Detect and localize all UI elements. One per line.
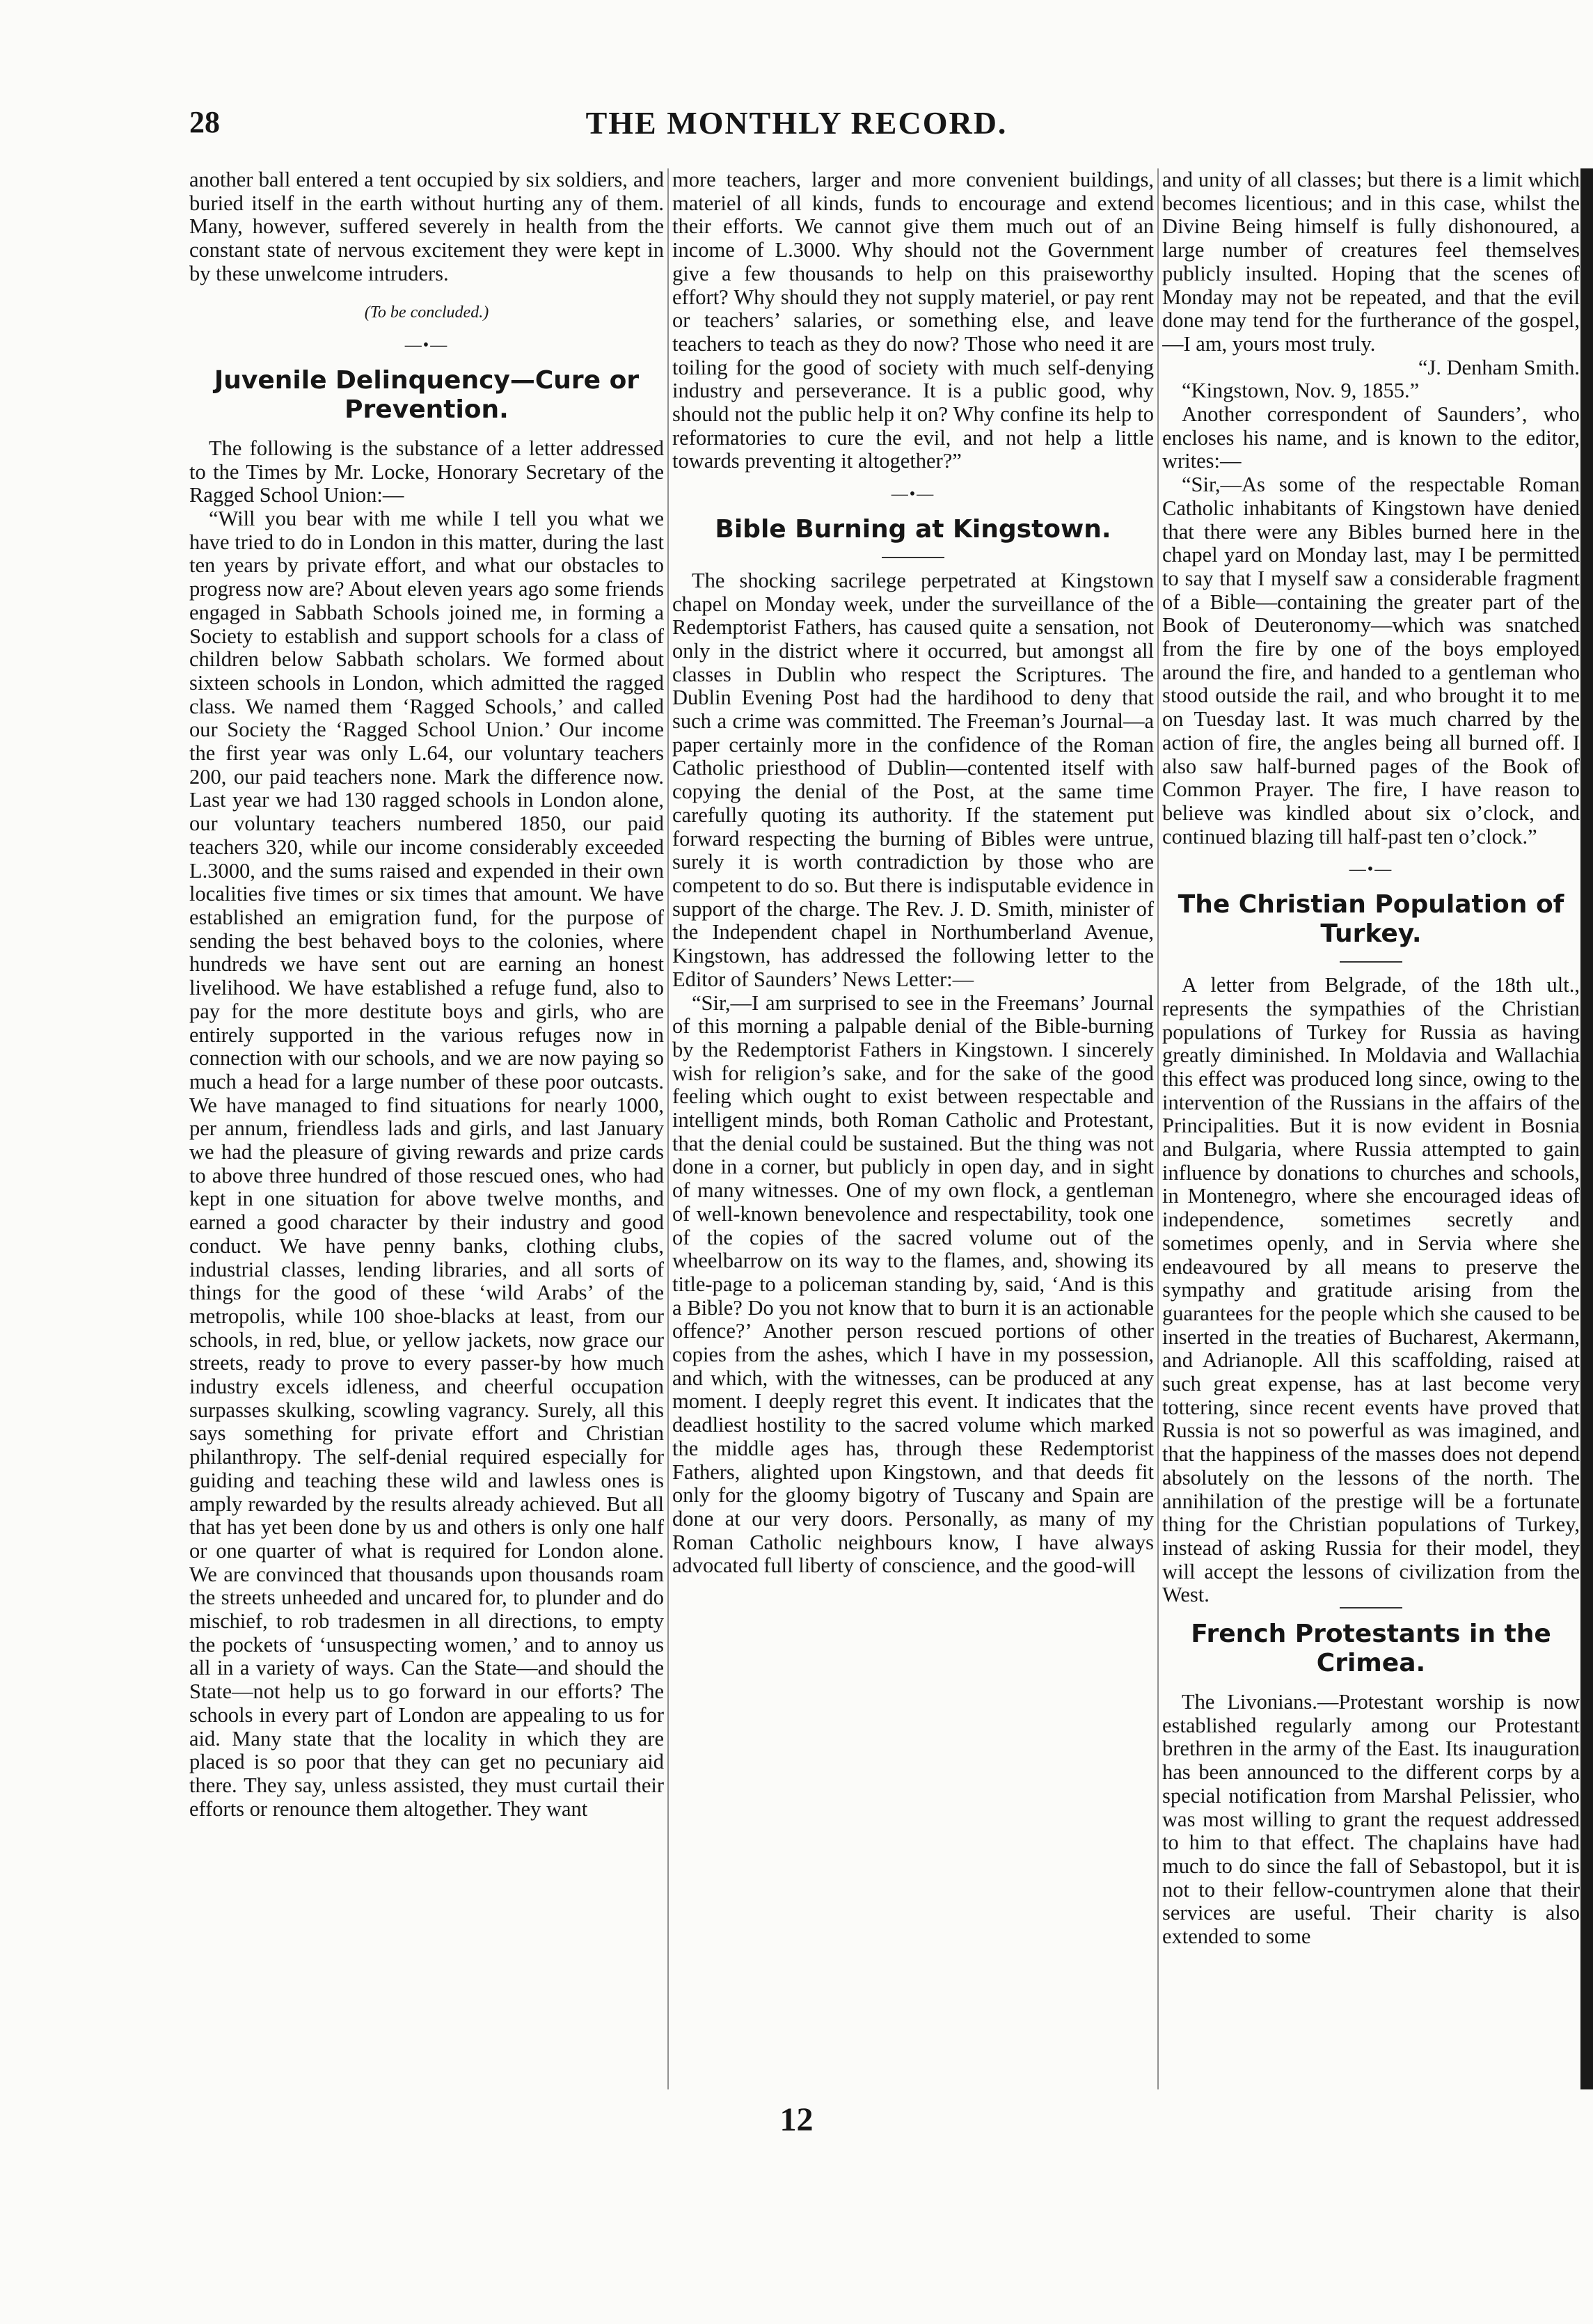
article-paragraph: “Sir,—As some of the respectable Roman Catholic inhabitants of Kingstown have denied that there were any Bibles burned here in the chapel yard on Monday last, may I be permitted to say that I myself saw a considerable fragment of a Bible—containing the greater part of the Book of Deuteronomy—which was snatched from the fire by one of the boys employed around the fire, and handed to a gentleman who stood outside the rail, and who brought it to me on Tuesday last. It was much charred by the action of fire, the angles being all burned off. I also saw half-burned pages of the Book of Common Prayer. The fire, I have reason to believe was kindled about six o’clock, and continued blazing till half-past ten o’clock.” [1162, 473, 1580, 848]
section-separator: —•— [891, 485, 935, 504]
section-separator: —•— [404, 336, 449, 355]
heading-underline [882, 557, 944, 558]
article-heading-bible-burning: Bible Burning at Kingstown. [715, 514, 1111, 544]
signature-name: “J. Denham Smith. [1418, 355, 1580, 379]
article-paragraph: The following is the substance of a letter addressed to the Times by Mr. Locke, Honorary Secretary of the Ragged School Union:— [189, 436, 664, 507]
article-paragraph: Another correspondent of Saunders’, who encloses his name, and is known to the editor, writes:— [1162, 402, 1580, 473]
section-rule [1340, 1607, 1402, 1608]
article-paragraph: The Livonians.—Protestant worship is now established regularly among our Protestant brethren in the army of the East. Its inauguration has been announced to the different corps by a special notification from Marshal Pelissier, who was most willing to grant the request addressed to him to that effect. The chaplains have had much to do since the fall of Sebastopol, but it is not to their fellow-countrymen alone that their services are useful. Their charity is also extended to some [1162, 1690, 1580, 1949]
journal-title: THE MONTHLY RECORD. [585, 105, 1008, 141]
running-head [0, 104, 1593, 160]
article-paragraph: “Will you bear with me while I tell you what we have tried to do in London in this matter, during the last ten years by private effort, and what our obstacles to progress now are? About eleven years ago some friends engaged in Sabbath Schools joined me, in forming a Society to establish and support schools for a class of children below Sabbath scholars. We formed about sixteen schools in London, which admitted the ragged class. We named them ‘Ragged Schools,’ and called our Society the ‘Ragged School Union.’ Our income the first year was only L.64, our voluntary teachers 200, our paid teachers none. Mark the difference now. Last year we had 130 ragged schools in London alone, our voluntary teachers numbered 1850, our paid teachers 320, while our income considerably exceeded L.3000, and the sums raised and expended in their own localities five times or six times that amount. We have established an emigration fund, for the purpose of sending the best behaved boys to the colonies, where hundreds we have sent out are earning an honest livelihood. We have established a refuge fund, also to pay for the more destitute boys and girls, who are entirely supported in the various refuges now in connection with our schools, and we are now paying so much a head for a large number of these poor outcasts. We have managed to find situations for nearly 1000, per annum, friendless lads and girls, and last January we had the pleasure of giving rewards and prize cards to above three hundred of those rescued ones, who had kept in one situation for above twelve months, and earned a good character by their industry and good conduct. We have penny banks, clothing clubs, industrial classes, lending libraries, and all sorts of things for the good of these ‘wild Arabs’ of the metropolis, while 100 shoe-blacks at least, from our schools, in red, blue, or yellow jackets, now grace our streets, ready to prove to every passer-by how much industry excels idleness, and cheerful occupation surpasses skulking, scowling vagrancy. Surely, all this says something for private effort and Christian philanthropy. The self-denial required especially for guiding and teaching these wild and lawless ones is amply rewarded by the results already achieved. But all that has yet been done by us and others is only one half or one quarter of what is required for London alone. We are convinced that thousands upon thousands roam the streets unheeded and uncared for, to plunder and do mischief, to rob tradesmen in all directions, to empty the pockets of ‘unsuspecting women,’ and to annoy us all in a variety of ways. Can the State—and should the State—not help us to go forward in our efforts? The schools in every part of London are appealing to us for aid. Many state that the locality in which they are placed is so poor that they can get no pecuniary aid there. They say, unless assisted, they must curtail their efforts or renounce them altogether. They want [189, 507, 664, 1821]
article-heading-juvenile-delinquency: Juvenile Delinquency—Cure or Prevention. [214, 365, 640, 424]
column-1 [189, 168, 664, 2089]
article-continuation-text: another ball entered a tent occupied by six soldiers, and buried itself in the earth without hurting any of them. Many, however, suffered severely in health from the constant state of nervous excitement they were kept in by these unwelcome intruders. [189, 168, 664, 285]
folio-number: 12 [779, 2101, 814, 2138]
article-paragraph: The shocking sacrilege perpetrated at Kingstown chapel on Monday week, under the surveillance of the Redemptorist Fathers, has caused quite a sensation, not only in the district where it occurred, but amongst all classes in Dublin who respect the Scriptures. The Dublin Evening Post had the hardihood to deny that such a crime was committed. The Freeman’s Journal—a paper certainly more in the confidence of the Roman Catholic priesthood of Dublin—contented itself with copying the denial of the Post, at the same time carefully quoting its authority. If the statement put forward respecting the burning of Bibles were untrue, surely it is worth contradiction by those who are competent to do so. But there is indisputable evidence in support of the charge. The Rev. J. D. Smith, minister of the Independent chapel in Northumberland Avenue, Kingstown, has addressed the following letter to the Editor of Saunders’ News Letter:— [672, 568, 1154, 991]
column-3 [1162, 168, 1580, 2089]
column-rule-1 [667, 168, 669, 2089]
section-separator: —•— [1349, 860, 1393, 879]
article-paragraph: more teachers, larger and more convenient buildings, materiel of all kinds, funds to encourage and extend their efforts. We cannot give them much out of an income of L.3000. Why should not the Government give a few thousands to help on this praiseworthy effort? Why should they not supply materiel, or pay rent or teachers’ salaries, or something else, and leave teachers to teach as they do now? Those who need it are toiling for the good of society with much self-denying industry and perseverance. It is a public good, why should not the public help it on? Why confine its help to reformatories to cure the evil, and not help a little towards preventing it altogether?” [672, 168, 1154, 473]
article-paragraph: and unity of all classes; but there is a limit which becomes licentious; and in this case, whilst the Divine Being himself is fully dishonoured, a large number of creatures feel themselves publicly insulted. Hoping that the scenes of Monday may not be repeated, and that the evil done may tend for the furtherance of the gospel,—I am, yours most truly. [1162, 168, 1580, 356]
page-number: 28 [189, 105, 220, 139]
article-paragraph: “Sir,—I am surprised to see in the Freemans’ Journal of this morning a palpable denial of the Bible-burning by the Redemptorist Fathers in Kingstown. I sincerely wish for religion’s sake, and for the sake of the good feeling which ought to exist between respectable and intelligent minds, both Roman Catholic and Protestant, that the denial could be sustained. But the thing was not done in a corner, but publicly in open day, and in sight of many witnesses. One of my own flock, a gentleman of well-known benevolence and respectability, took one of the copies of the sacred volume out of the wheelbarrow on its way to the flames, and, showing its title-page to a policeman standing by, said, ‘And is this a Bible? Do you not know that to burn it is an actionable offence?’ Another person rescued portions of other copies from the ashes, which I have in my possession, and which, with the witnesses, can be produced at any moment. I deeply regret this event. It indicates that the deadliest hostility to the sacred volume which marked the middle ages has, through these Redemptorist Fathers, alighted upon Kingstown, and that deeds fit only for the gloomy bigotry of Tuscany and Spain are done at our very doors. Personally, as many of my Roman Catholic neighbours know, I have always advocated full liberty of conscience, and the good-will [672, 990, 1154, 1578]
to-be-concluded-note: (To be concluded.) [364, 303, 489, 322]
article-heading-christian-population: The Christian Population of Turkey. [1178, 890, 1564, 949]
heading-underline [1340, 961, 1402, 963]
page-edge-shadow [1580, 168, 1593, 2089]
column-2 [672, 168, 1154, 2089]
signature-place-date: “Kingstown, Nov. 9, 1855.” [1182, 379, 1420, 403]
article-paragraph: A letter from Belgrade, of the 18th ult., represents the sympathies of the Christian populations of Turkey for Russia as having greatly diminished. In Moldavia and Wallachia this effect was produced long since, owing to the intervention of the Russians in the affairs of the Principalities. But it is now evident in Bosnia and Bulgaria, where Russia attempted to gain influence by donations to churches and schools, in Montenegro, where she encouraged ideas of independence, sometimes secretly and sometimes openly, and in Servia where she endeavoured by all means to preserve the sympathy and gratitude arising from the guarantees for the people which she caused to be inserted in the treaties of Bucharest, Akermann, and Adrianople. All this scaffolding, raised at such great expense, has at last become very tottering, since recent events have proved that Russia is not so powerful as was imagined, and that the happiness of the masses does not depend absolutely on the lessons of the north. The annihilation of the prestige will be a fortunate thing for the Christian populations of Turkey, instead of asking Russia for their model, they will accept the lessons of civilization from the West. [1162, 973, 1580, 1607]
article-heading-french-protestants: French Protestants in the Crimea. [1191, 1620, 1551, 1678]
column-rule-2 [1157, 168, 1159, 2089]
